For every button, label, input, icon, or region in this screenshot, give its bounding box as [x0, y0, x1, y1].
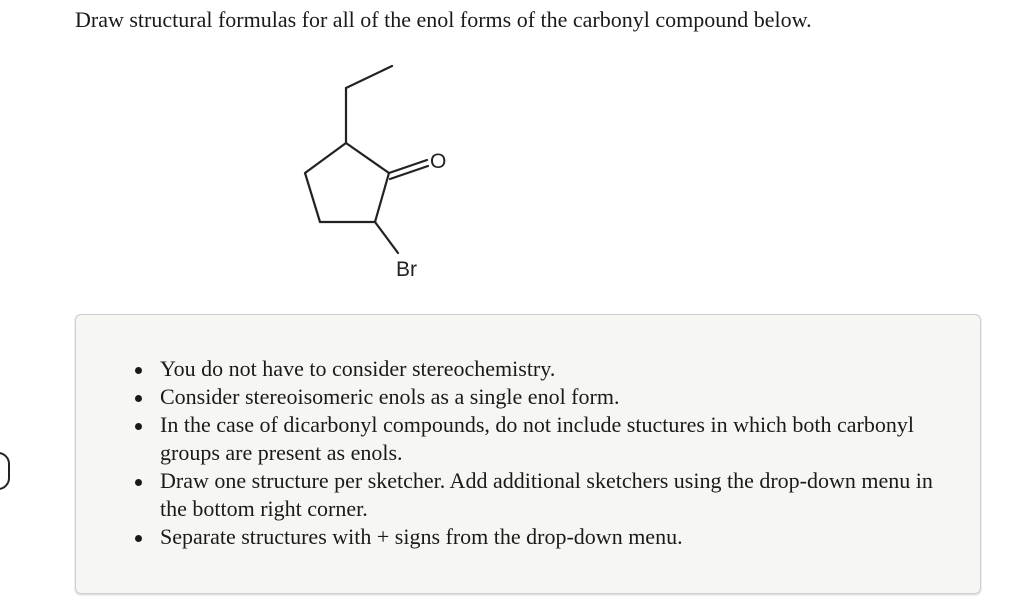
oxygen-atom-label: O: [430, 150, 447, 173]
instruction-item: [160, 383, 946, 411]
question-prompt: Draw structural formulas for all of the enol forms of the carbonyl compound below.: [75, 7, 812, 32]
bromine-atom-label: Br: [396, 258, 417, 281]
instruction-text: Separate structures with + signs from the drop-down menu.: [160, 524, 683, 549]
instruction-item: [160, 467, 946, 523]
bullet-icon: [135, 367, 142, 374]
instruction-item: [160, 523, 946, 551]
instructions-list: [76, 355, 946, 551]
carbonyl-bond-outer: [389, 160, 427, 173]
instructions-panel: [75, 314, 981, 594]
bromine-bond: [375, 222, 398, 253]
instruction-text: Draw one structure per sketcher. Add additional sketchers using the drop-down menu in the bottom right corner.: [160, 468, 933, 521]
chemical-structure: [290, 55, 470, 295]
bullet-icon: [135, 479, 142, 486]
ring-bond-left: [305, 173, 320, 222]
bullet-icon: [135, 535, 142, 542]
instruction-item: [160, 411, 946, 467]
carbonyl-bond-inner: [390, 166, 428, 179]
bullet-icon: [135, 423, 142, 430]
ring-bond-right: [375, 173, 389, 222]
ring-bond-top-right: [346, 143, 389, 173]
instruction-text: In the case of dicarbonyl compounds, do not include stuctures in which both carbonyl groups are present as enols.: [160, 412, 914, 465]
side-panel-toggle[interactable]: [0, 452, 10, 490]
bullet-icon: [135, 395, 142, 402]
ethyl-bond-upper: [346, 66, 392, 88]
instruction-text: You do not have to consider stereochemistry.: [160, 356, 556, 381]
instruction-item: [160, 355, 946, 383]
ring-bond-top-left: [305, 143, 346, 173]
structure-drawing: [290, 55, 470, 295]
instruction-text: Consider stereoisomeric enols as a single enol form.: [160, 384, 620, 409]
